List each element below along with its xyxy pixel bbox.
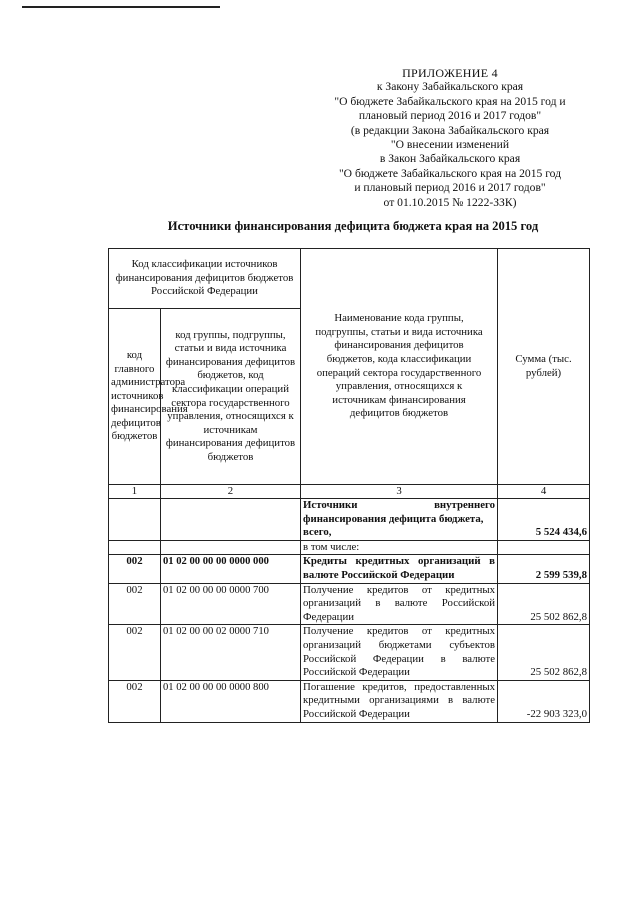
appendix-line: (в редакции Закона Забайкальского края bbox=[350, 123, 550, 137]
amount-cell: 25 502 862,8 bbox=[498, 583, 590, 625]
appendix-line: в Закон Забайкальского края bbox=[379, 152, 521, 166]
source-name-text: Источники внутреннего финансирования дефицита бюджета, bbox=[303, 499, 496, 525]
header-admin-code: код главного администратора источников финансирования дефицитов бюджетов bbox=[109, 309, 161, 485]
admin-code-cell: 002 bbox=[109, 680, 161, 722]
source-name-cell: Погашение кредитов, предоставленных кредитными организациями в валюте Российской Федерации bbox=[301, 680, 498, 722]
header-sum: Сумма (тыс. рублей) bbox=[498, 249, 590, 485]
appendix-line: "О внесении изменений bbox=[390, 138, 510, 152]
source-name-cell: Кредиты кредитных организаций в валюте Российской Федерации bbox=[301, 555, 498, 583]
amount-cell: 5 524 434,6 bbox=[498, 499, 590, 541]
table-row bbox=[109, 540, 590, 555]
top-rule bbox=[22, 6, 220, 8]
column-number: 3 bbox=[301, 485, 498, 499]
header-group-code: код группы, подгруппы, статьи и вида источника финансирования дефицитов бюджетов, код классификации операций сектора государственного управления, относящихся к источникам финансирования дефицитов бюджетов bbox=[161, 309, 301, 485]
table-row bbox=[109, 625, 590, 680]
admin-code-cell: 002 bbox=[109, 625, 161, 680]
column-number: 4 bbox=[498, 485, 590, 499]
column-number: 2 bbox=[161, 485, 301, 499]
admin-code-cell bbox=[109, 540, 161, 555]
appendix-line: от 01.10.2015 № 1222-ЗЗК) bbox=[383, 195, 517, 209]
table-row bbox=[109, 680, 590, 722]
source-code-cell: 01 02 00 00 02 0000 710 bbox=[161, 625, 301, 680]
admin-code-cell: 002 bbox=[109, 555, 161, 583]
appendix-title: ПРИЛОЖЕНИЕ 4 bbox=[402, 66, 498, 80]
appendix-line: "О бюджете Забайкальского края на 2015 год bbox=[338, 166, 562, 180]
column-number-row bbox=[109, 485, 590, 499]
amount-cell: -22 903 323,0 bbox=[498, 680, 590, 722]
appendix-line: и плановый период 2016 и 2017 годов" bbox=[354, 181, 546, 195]
header-row bbox=[109, 249, 590, 309]
appendix-block bbox=[300, 66, 600, 210]
table-row bbox=[109, 555, 590, 583]
source-name-cell bbox=[301, 499, 498, 541]
table-row bbox=[109, 499, 590, 541]
table-row bbox=[109, 583, 590, 625]
source-code-cell: 01 02 00 00 00 0000 700 bbox=[161, 583, 301, 625]
amount-cell bbox=[498, 540, 590, 555]
source-code-cell: 01 02 00 00 00 0000 800 bbox=[161, 680, 301, 722]
document-title: Источники финансирования дефицита бюджета края на 2015 год bbox=[167, 219, 539, 233]
amount-cell: 2 599 539,8 bbox=[498, 555, 590, 583]
appendix-line: "О бюджете Забайкальского края на 2015 год и bbox=[334, 94, 566, 108]
sources-table bbox=[108, 248, 590, 723]
appendix-line: к Закону Забайкальского края bbox=[376, 80, 524, 94]
admin-code-cell: 002 bbox=[109, 583, 161, 625]
source-code-cell: 01 02 00 00 00 0000 000 bbox=[161, 555, 301, 583]
source-code-cell bbox=[161, 499, 301, 541]
header-code-group: Код классификации источников финансирования дефицитов бюджетов Российской Федерации bbox=[109, 249, 301, 309]
header-name: Наименование кода группы, подгруппы, статьи и вида источника финансирования дефицитов бюджетов, кода классификации операций сектора государственного управления, относящихся к источникам финансирования дефицитов бюджетов bbox=[301, 249, 498, 485]
amount-cell: 25 502 862,8 bbox=[498, 625, 590, 680]
source-name-cell: Получение кредитов от кредитных организаций бюджетами субъектов Российской Федерации в валюте Российской Федерации bbox=[301, 625, 498, 680]
admin-code-cell bbox=[109, 499, 161, 541]
source-name-cell: Получение кредитов от кредитных организаций в валюте Российской Федерации bbox=[301, 583, 498, 625]
column-number: 1 bbox=[109, 485, 161, 499]
source-code-cell bbox=[161, 540, 301, 555]
appendix-line: плановый период 2016 и 2017 годов" bbox=[358, 109, 542, 123]
source-name-last: всего, bbox=[303, 526, 332, 539]
source-name-cell: в том числе: bbox=[301, 540, 498, 555]
